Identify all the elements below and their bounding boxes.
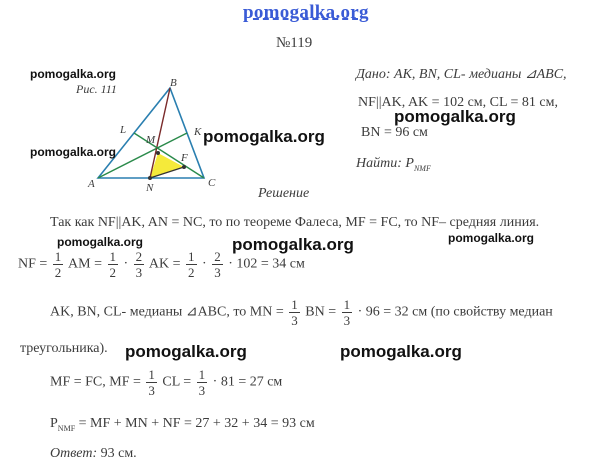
fraction bbox=[342, 298, 353, 327]
fraction bbox=[53, 250, 64, 279]
frac-den: 3 bbox=[343, 313, 351, 328]
answer-value: 93 см. bbox=[100, 446, 137, 461]
eq1-term: AK = bbox=[148, 256, 181, 272]
find-sub: NMF bbox=[413, 163, 431, 173]
eq4-rest: = MF + MN + NF = 27 + 32 + 34 = 93 см bbox=[78, 416, 315, 431]
watermark-text: pomogalka.org bbox=[448, 231, 535, 245]
eq1-dot: · bbox=[202, 256, 207, 272]
eq2-result: · 96 = 32 см (по свойству медиан bbox=[357, 304, 553, 320]
frac-den: 3 bbox=[198, 383, 206, 398]
label-k: K bbox=[194, 126, 202, 138]
eq1-result: · 102 = 34 см bbox=[228, 256, 305, 272]
given-line-2: NF||AK, AK = 102 см, CL = 81 см, bbox=[358, 95, 558, 110]
frac-num: 1 bbox=[148, 367, 155, 382]
solution-text-1: Так как NF||AK, AN = NC, то по теореме Фалеса, MF = FC, то NF– средняя линия. bbox=[50, 215, 540, 230]
answer-line bbox=[50, 446, 137, 462]
eq4-sub: NMF bbox=[57, 423, 76, 433]
given-text-1: AK, BN, CL- медианы ⊿ABC, bbox=[394, 67, 567, 82]
triangle-abc bbox=[98, 88, 204, 178]
given-line-1 bbox=[356, 66, 567, 83]
fraction bbox=[197, 368, 208, 397]
fraction bbox=[186, 250, 197, 279]
solution-text-2: треугольника). bbox=[20, 341, 108, 356]
watermark-text: pomogalka.org bbox=[30, 145, 117, 159]
fraction bbox=[108, 250, 119, 279]
site-watermark-link[interactable]: pomogalka.org bbox=[243, 2, 369, 23]
watermark-text: pomogalka.org bbox=[57, 235, 144, 249]
figure-caption: Рис. 111 bbox=[76, 82, 117, 96]
eq1-lhs: NF = bbox=[18, 256, 48, 272]
eq4-p: P bbox=[50, 416, 58, 431]
eq1-term: AM = bbox=[68, 256, 102, 272]
watermark-text: pomogalka.org bbox=[125, 342, 247, 361]
given-label: Дано: bbox=[356, 67, 391, 82]
label-c: C bbox=[208, 177, 216, 189]
find-label: Найти: bbox=[356, 156, 402, 171]
frac-num: 1 bbox=[54, 249, 62, 264]
eq2-term: BN = bbox=[305, 304, 337, 320]
label-n: N bbox=[146, 182, 154, 194]
solution-heading: Решение bbox=[258, 186, 310, 201]
frac-den: 2 bbox=[109, 265, 116, 280]
problem-number: №119 bbox=[276, 35, 313, 51]
point-n bbox=[148, 176, 152, 180]
find-value: P bbox=[405, 156, 414, 171]
eq3-result: · 81 = 27 см bbox=[212, 374, 283, 390]
label-b: B bbox=[170, 77, 177, 89]
frac-den: 3 bbox=[291, 313, 298, 328]
frac-den: 3 bbox=[135, 265, 143, 280]
label-f: F bbox=[181, 152, 188, 164]
watermark-text: pomogalka.org bbox=[203, 127, 325, 146]
fraction bbox=[212, 250, 223, 279]
answer-label: Ответ: bbox=[50, 446, 98, 461]
eq1-dot: · bbox=[123, 256, 129, 272]
find-line bbox=[356, 156, 431, 173]
frac-num: 1 bbox=[188, 249, 195, 264]
frac-num: 2 bbox=[135, 249, 143, 264]
watermark-text: pomogalka.org bbox=[232, 235, 354, 254]
point-f bbox=[182, 165, 186, 169]
eq2-term: AK, BN, CL- медианы ⊿ABC, то MN = bbox=[50, 304, 284, 320]
given-line-3: BN = 96 см bbox=[361, 125, 428, 140]
frac-num: 1 bbox=[291, 297, 298, 312]
fraction bbox=[146, 368, 157, 397]
eq3-term: CL = bbox=[162, 374, 192, 390]
watermark-text: pomogalka.org bbox=[30, 67, 117, 81]
fraction bbox=[134, 250, 145, 279]
equation-mn bbox=[50, 298, 553, 327]
label-l: L bbox=[120, 124, 127, 136]
eq3-term: MF = FC, MF = bbox=[50, 374, 141, 390]
frac-num: 1 bbox=[343, 297, 351, 312]
point-m bbox=[156, 151, 160, 155]
frac-den: 2 bbox=[188, 265, 195, 280]
watermark-text: pomogalka.org bbox=[340, 342, 462, 361]
equation-nf bbox=[18, 250, 305, 279]
frac-den: 3 bbox=[148, 383, 155, 398]
frac-num: 1 bbox=[198, 367, 206, 382]
frac-num: 1 bbox=[109, 249, 116, 264]
watermark-text: pomogalka.org bbox=[394, 107, 516, 126]
equation-mf bbox=[50, 368, 282, 397]
frac-num: 2 bbox=[214, 249, 221, 264]
label-m: M bbox=[146, 134, 156, 146]
frac-den: 3 bbox=[214, 265, 221, 280]
label-a: A bbox=[88, 178, 95, 190]
equation-perimeter bbox=[50, 416, 315, 433]
fraction bbox=[289, 298, 300, 327]
frac-den: 2 bbox=[54, 265, 62, 280]
